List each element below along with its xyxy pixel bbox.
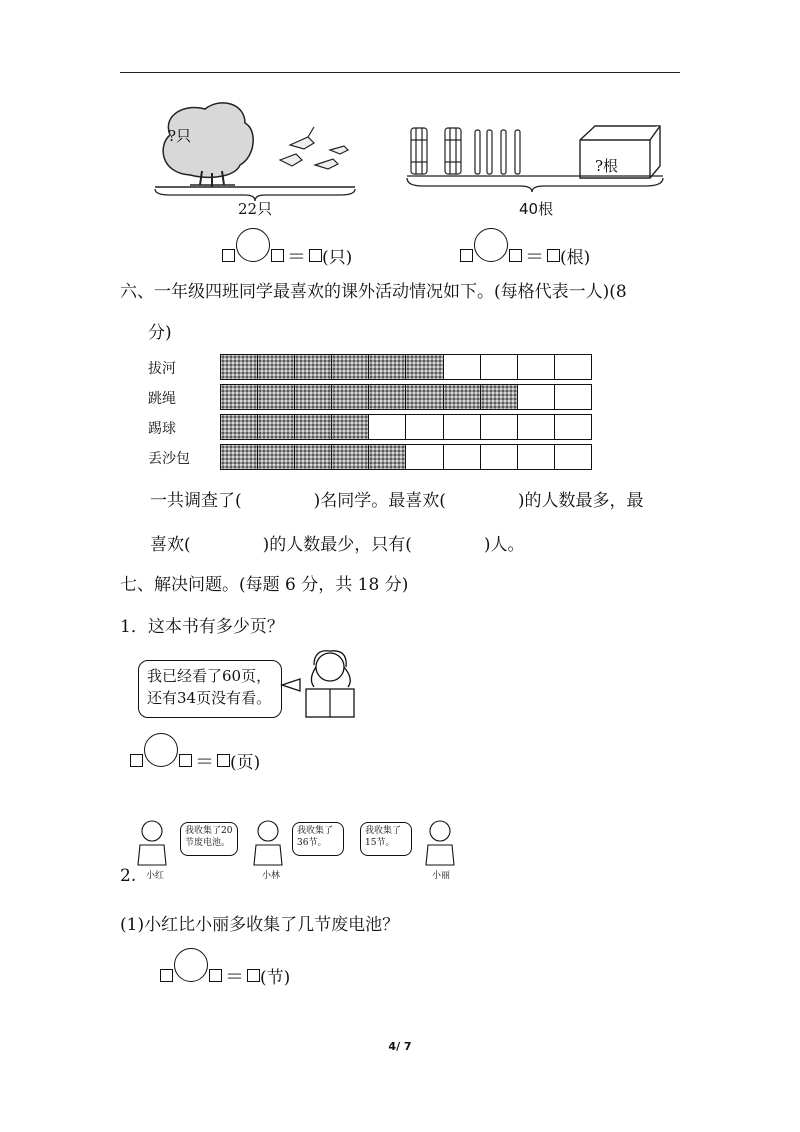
q1-speech-bubble: 我已经看了60页， 还有34页没有看。 (138, 660, 282, 718)
section6-question-line2: 喜欢( )的人数最少，只有( )人。 (150, 535, 525, 555)
bar-cell-filled (332, 415, 369, 439)
bar-cell-filled (221, 415, 258, 439)
bar-cell-filled (295, 355, 332, 379)
bar-cell-filled (221, 445, 258, 469)
bar-cell-empty (555, 355, 591, 379)
answer-box[interactable] (247, 969, 260, 982)
bar-row (220, 444, 592, 470)
bar-cell-filled (369, 445, 406, 469)
bar-cell-filled (221, 355, 258, 379)
answer-box[interactable] (460, 249, 473, 262)
bar-cell-empty (555, 445, 591, 469)
answer-box[interactable] (130, 754, 143, 767)
q2-number: 2. (120, 866, 137, 886)
tree-birds-illustration (150, 95, 360, 205)
kid2-name: 小林 (262, 871, 281, 881)
section7-title: 七、解决问题。(每题 6 分，共 18 分) (120, 575, 409, 595)
kid2-speech-bubble: 我收集了36节。 (292, 822, 344, 856)
answer-box[interactable] (547, 249, 560, 262)
bar-cell-empty (481, 415, 518, 439)
equation-left (222, 238, 352, 272)
total-right-label: 40根 (519, 200, 554, 218)
bar-cell-filled (295, 445, 332, 469)
bar-cell-empty (444, 445, 481, 469)
bar-cell-empty (555, 415, 591, 439)
bar-cell-empty (481, 445, 518, 469)
bar-cell-empty (481, 355, 518, 379)
bar-label: 跳绳 (148, 391, 176, 407)
answer-box[interactable] (509, 249, 522, 262)
answer-box[interactable] (222, 249, 235, 262)
bar-cell-empty (444, 415, 481, 439)
bar-cell-empty (518, 415, 555, 439)
bar-cell-filled (258, 355, 295, 379)
answer-box[interactable] (271, 249, 284, 262)
answer-box[interactable] (217, 754, 230, 767)
tree-question-label: ?只 (168, 127, 192, 145)
section6-question-line1: 一共调查了( )名同学。最喜欢( )的人数最多，最 (150, 491, 644, 511)
equals-sign: ＝ (525, 245, 545, 268)
bar-cell-empty (406, 415, 443, 439)
answer-box[interactable] (209, 969, 222, 982)
bar-cell-filled (332, 445, 369, 469)
unit-label: (页) (230, 752, 261, 773)
bar-row (220, 384, 592, 410)
bar-cell-filled (406, 385, 443, 409)
bar-cell-filled (332, 385, 369, 409)
header-rule (120, 72, 680, 73)
bar-cell-filled (295, 415, 332, 439)
box-question-label: ?根 (595, 157, 619, 175)
bar-row (220, 354, 592, 380)
bar-cell-empty (518, 445, 555, 469)
bar-cell-filled (258, 385, 295, 409)
bar-cell-filled (258, 415, 295, 439)
bar-cell-empty (369, 415, 406, 439)
section6-title: 六、一年级四班同学最喜欢的课外活动情况如下。(每格代表一人)(8 (120, 282, 627, 302)
q2-sub1: (1)小红比小丽多收集了几节废电池？ (120, 915, 400, 935)
bar-cell-filled (369, 355, 406, 379)
answer-box[interactable] (309, 249, 322, 262)
girl-reading-illustration (278, 645, 368, 725)
bar-cell-filled (481, 385, 518, 409)
operator-circle[interactable] (144, 733, 178, 767)
unit-label: (只) (322, 247, 353, 268)
page-number: 4/ 7 (388, 1040, 412, 1053)
bar-row (220, 414, 592, 440)
bar-cell-filled (406, 355, 443, 379)
total-left-label: 22只 (238, 200, 273, 218)
bar-cell-filled (369, 385, 406, 409)
operator-circle[interactable] (174, 948, 208, 982)
kid3-name: 小丽 (432, 871, 451, 881)
bar-cell-filled (221, 385, 258, 409)
sticks-box-illustration (405, 118, 665, 206)
q2-equation (160, 958, 290, 992)
answer-box[interactable] (179, 754, 192, 767)
kid1-name: 小红 (146, 871, 165, 881)
unit-label: (根) (560, 247, 591, 268)
bar-cell-empty (555, 385, 591, 409)
bar-label: 拔河 (148, 361, 176, 377)
bar-cell-filled (444, 385, 481, 409)
equation-right (460, 238, 590, 272)
equals-sign: ＝ (195, 750, 215, 773)
equals-sign: ＝ (225, 965, 245, 988)
section6-title-cont: 分) (148, 323, 172, 343)
bar-cell-empty (518, 355, 555, 379)
answer-box[interactable] (160, 969, 173, 982)
operator-circle[interactable] (236, 228, 270, 262)
unit-label: (节) (260, 967, 291, 988)
kid3-speech-bubble: 我收集了15节。 (360, 822, 412, 856)
bar-cell-empty (518, 385, 555, 409)
q1-title: 1．这本书有多少页？ (120, 617, 284, 637)
bar-cell-empty (444, 355, 481, 379)
equals-sign: ＝ (287, 245, 307, 268)
operator-circle[interactable] (474, 228, 508, 262)
bar-cell-filled (258, 445, 295, 469)
bar-cell-filled (332, 355, 369, 379)
kid1-speech-bubble: 我收集了20节废电池。 (180, 822, 238, 856)
bar-cell-empty (406, 445, 443, 469)
q1-equation (130, 743, 260, 777)
bar-cell-filled (295, 385, 332, 409)
bar-label: 丢沙包 (148, 451, 190, 467)
bar-label: 踢球 (148, 421, 176, 437)
